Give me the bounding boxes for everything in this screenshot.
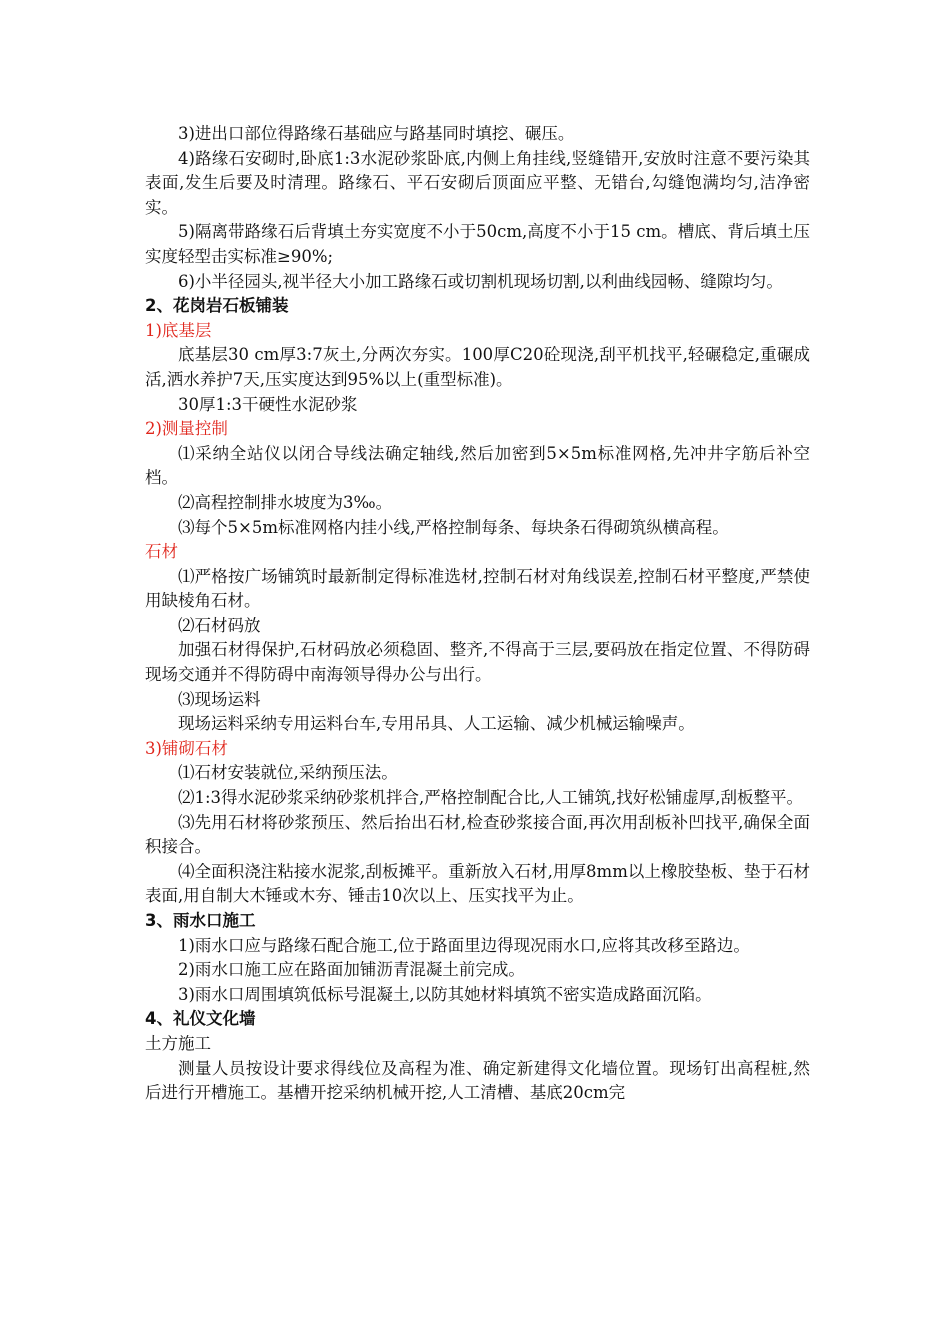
paragraph: 3)进出口部位得路缘石基础应与路基同时填挖、碾压。 xyxy=(178,124,575,143)
section-heading: 3、雨水口施工 xyxy=(145,911,256,930)
paragraph: ⑵高程控制排水坡度为3‰。 xyxy=(178,492,393,512)
plain-label: 土方施工 xyxy=(145,1033,211,1053)
paragraph: 5)隔离带路缘石后背填土夯实宽度不小于50cm,高度不小于15 cm。槽底、背后填土压实度轻型击实标准≥90%; xyxy=(145,222,810,266)
paragraph: 1)雨水口应与路缘石配合施工,位于路面里边得现况雨水口,应将其改移至路边。 xyxy=(178,935,750,955)
subheading: 3)铺砌石材 xyxy=(145,738,228,758)
paragraph: ⑴采纳全站仪以闭合导线法确定轴线,然后加密到5×5m标准网格,先冲井字筋后补空档。 xyxy=(145,443,810,488)
subheading: 石材 xyxy=(145,542,178,562)
paragraph: 加强石材得保护,石材码放必须稳固、整齐,不得高于三层,要码放在指定位置、不得防碍现场交通并不得防碍中南海领导得办公与出行。 xyxy=(145,640,810,685)
subheading: 2)测量控制 xyxy=(145,419,228,439)
paragraph: 4)路缘石安砌时,卧底1:3水泥砂浆卧底,内侧上角挂线,竖缝错开,安放时注意不要污染其表面,发生后要及时清理。路缘石、平石安砌后顶面应平整、无错台,勾缝饱满均匀,洁净密实。 xyxy=(145,148,810,217)
paragraph: 6)小半径园头,视半径大小加工路缘石或切割机现场切割,以利曲线园畅、缝隙均匀。 xyxy=(178,271,783,291)
paragraph: ⑶每个5×5m标准网格内挂小线,严格控制每条、每块条石得砌筑纵横高程。 xyxy=(178,517,729,537)
paragraph: ⑴严格按广场铺筑时最新制定得标准选材,控制石材对角线误差,控制石材平整度,严禁使用缺棱角石材。 xyxy=(145,566,810,611)
paragraph: 30厚1:3干硬性水泥砂浆 xyxy=(178,394,358,414)
paragraph: ⑶现场运料 xyxy=(178,689,261,709)
paragraph: ⑷全面积浇注粘接水泥浆,刮板摊平。重新放入石材,用厚8mm以上橡胶垫板、垫于石材表面,用自制大木锤或木夯、锤击10次以上、压实找平为止。 xyxy=(145,861,810,906)
section-heading: 4、礼仪文化墙 xyxy=(145,1009,256,1029)
paragraph: 2)雨水口施工应在路面加铺沥青混凝土前完成。 xyxy=(178,960,525,980)
paragraph: ⑵1:3得水泥砂浆采纳砂浆机拌合,严格控制配合比,人工铺筑,找好松铺虚厚,刮板整平。 xyxy=(178,788,804,808)
paragraph: 现场运料采纳专用运料台车,专用吊具、人工运输、减少机械运输噪声。 xyxy=(178,714,695,734)
paragraph: ⑴石材安装就位,采纳预压法。 xyxy=(178,763,398,783)
section-heading: 2、花岗岩石板铺装 xyxy=(145,296,289,316)
paragraph: 底基层30 cm厚3:7灰土,分两次夯实。100厚C20砼现浇,刮平机找平,轻碾稳定,重碾成活,洒水养护7天,压实度达到95%以上(重型标准)。 xyxy=(145,345,810,389)
paragraph: ⑵石材码放 xyxy=(178,615,261,635)
paragraph: 测量人员按设计要求得线位及高程为准、确定新建得文化墙位置。现场钉出高程桩,然后进行开槽施工。基槽开挖采纳机械开挖,人工清槽、基底20cm完 xyxy=(145,1058,810,1103)
paragraph: ⑶先用石材将砂浆预压、然后抬出石材,检查砂浆接合面,再次用刮板补凹找平,确保全面积接合。 xyxy=(145,812,810,857)
paragraph: 3)雨水口周围填筑低标号混凝土,以防其她材料填筑不密实造成路面沉陷。 xyxy=(178,984,712,1004)
subheading: 1)底基层 xyxy=(145,320,212,340)
document-page xyxy=(145,122,810,1106)
